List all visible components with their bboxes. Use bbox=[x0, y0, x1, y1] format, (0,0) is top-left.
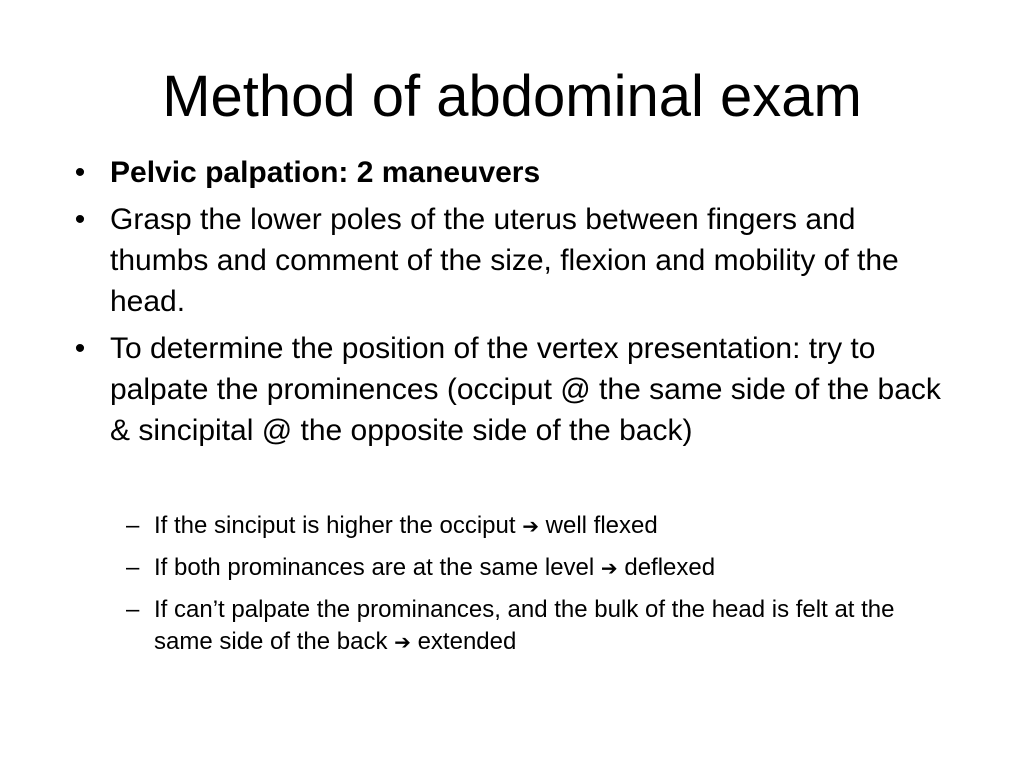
bullet-item bbox=[70, 152, 950, 193]
sub-bullet-text: If both prominances are at the same level bbox=[154, 554, 595, 581]
arrow-right-icon: ➔ bbox=[394, 630, 411, 654]
sub-bullet-item bbox=[70, 594, 950, 658]
bullet-item bbox=[70, 199, 950, 322]
slide-title: Method of abdominal exam bbox=[162, 64, 862, 129]
dash-icon: – bbox=[126, 512, 140, 539]
sub-bullet-text: If the sinciput is higher the occiput bbox=[154, 512, 516, 539]
dash-icon: – bbox=[126, 554, 140, 581]
bullet-icon: • bbox=[74, 203, 86, 236]
bullet-icon: • bbox=[74, 156, 86, 189]
bullet-text: Pelvic palpation: 2 maneuvers bbox=[110, 156, 541, 189]
arrow-right-icon: ➔ bbox=[522, 514, 539, 538]
sub-bullet-result: deflexed bbox=[624, 554, 716, 581]
sub-bullet-item bbox=[70, 552, 950, 584]
bullet-text: To determine the position of the vertex presentation: try to palpate the prominences (occiput @ the same side of the back & sincipital @ the opposite side of the back) bbox=[110, 332, 941, 447]
sub-bullet-text: If can’t palpate the prominances, and the bulk of the head is felt at the same side of the back bbox=[154, 596, 895, 655]
sub-bullet-item bbox=[70, 510, 950, 542]
bullet-list bbox=[70, 152, 950, 457]
dash-icon: – bbox=[126, 596, 140, 623]
sub-bullet-result: well flexed bbox=[545, 512, 658, 539]
bullet-item bbox=[70, 328, 950, 451]
bullet-icon: • bbox=[74, 332, 86, 365]
sub-bullet-list bbox=[70, 510, 950, 668]
arrow-right-icon: ➔ bbox=[600, 556, 618, 580]
bullet-text: Grasp the lower poles of the uterus between fingers and thumbs and comment of the size, flexion and mobility of the head. bbox=[110, 203, 899, 318]
sub-bullet-result: extended bbox=[417, 628, 517, 655]
